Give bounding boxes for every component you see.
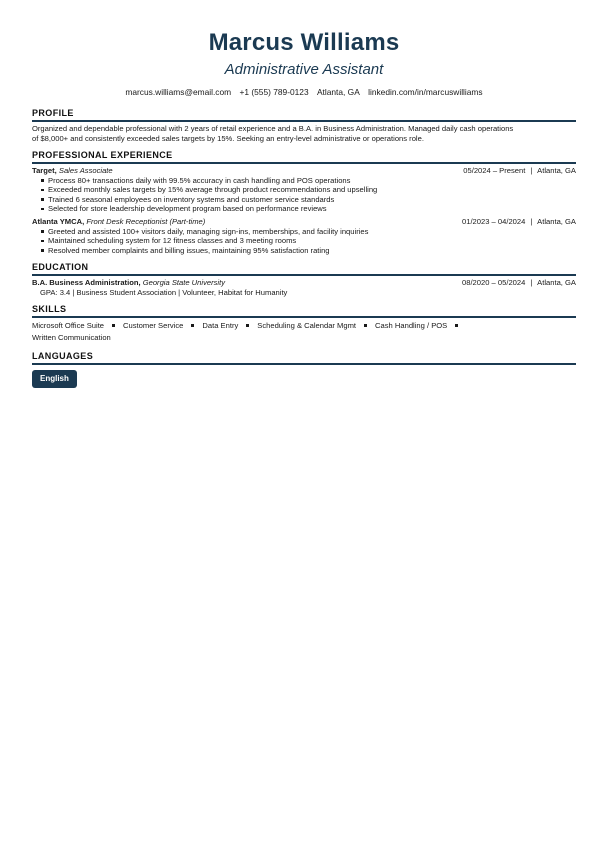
education-meta	[462, 278, 576, 288]
education-school: Georgia State University	[142, 278, 226, 287]
education-degree: B.A. Business Administration,	[32, 278, 141, 287]
job-dates: 05/2024 – Present	[463, 166, 526, 175]
job-location: Atlanta, GA	[537, 166, 576, 175]
skill-item: Cash Handling / POS	[375, 321, 448, 330]
education-title-line	[32, 278, 225, 288]
section-heading-education: EDUCATION	[32, 262, 576, 276]
bullet-item: Maintained scheduling system for 12 fitness classes and 3 meeting rooms	[40, 236, 368, 246]
job-role: Front Desk Receptionist (Part-time)	[86, 217, 206, 226]
profile-summary	[32, 124, 580, 143]
section-heading-skills: SKILLS	[32, 304, 576, 318]
profile-line: of $8,000+ and consistently exceeded sales targets by 15%. Seeking an entry-level administrative or operations role.	[32, 133, 424, 143]
bullet-separator-icon	[191, 324, 194, 327]
bullet-item: Greeted and assisted 100+ visitors daily, managing sign-ins, memberships, and facility inquiries	[40, 227, 368, 237]
bullet-separator-icon	[364, 324, 367, 327]
language-badge: English	[32, 370, 77, 388]
section-heading-experience: PROFESSIONAL EXPERIENCE	[32, 150, 576, 164]
job-bullets	[40, 176, 377, 214]
skill-item: Scheduling & Calendar Mgmt	[257, 321, 357, 330]
contact-linkedin[interactable]: linkedin.com/in/marcuswilliams	[368, 87, 483, 97]
education-dates: 08/2020 – 05/2024	[462, 278, 526, 287]
contact-email[interactable]: marcus.williams@email.com	[125, 87, 232, 97]
skill-item: Data Entry	[202, 321, 239, 330]
candidate-title: Administrative Assistant	[224, 61, 384, 78]
skill-item: Microsoft Office Suite	[32, 321, 105, 330]
bullet-item: Resolved member complaints and billing issues, maintaining 95% satisfaction rating	[40, 246, 368, 256]
job-meta	[462, 217, 576, 227]
separator: |	[530, 217, 533, 226]
bullet-item: Trained 6 seasonal employees on inventory systems and customer service standards	[40, 195, 377, 205]
bullet-separator-icon	[112, 324, 115, 327]
section-heading-languages: LANGUAGES	[32, 351, 576, 365]
separator: |	[530, 166, 533, 175]
job-role: Sales Associate	[58, 166, 113, 175]
candidate-name: Marcus Williams	[208, 29, 400, 56]
separator: |	[530, 278, 533, 287]
education-location: Atlanta, GA	[537, 278, 576, 287]
bullet-separator-icon	[455, 324, 458, 327]
job-company: Atlanta YMCA,	[32, 217, 85, 226]
contact-line	[0, 86, 608, 98]
skill-item: Customer Service	[123, 321, 184, 330]
bullet-item: Selected for store leadership development program based on performance reviews	[40, 204, 377, 214]
education-details: GPA: 3.4 | Business Student Association | Volunteer, Habitat for Humanity	[40, 287, 288, 297]
profile-line: Organized and dependable professional with 2 years of retail experience and a B.A. in Business Administration. Managed daily cash operations	[32, 124, 514, 133]
job-location: Atlanta, GA	[537, 217, 576, 226]
job-company: Target,	[32, 166, 57, 175]
skill-item: Written Communication	[32, 332, 111, 342]
skills-list	[32, 320, 502, 343]
bullet-item: Exceeded monthly sales targets by 15% average through product recommendations and upselling	[40, 185, 377, 195]
job-title-line	[32, 166, 113, 176]
bullet-item: Process 80+ transactions daily with 99.5% accuracy in cash handling and POS operations	[40, 176, 377, 186]
job-dates: 01/2023 – 04/2024	[462, 217, 526, 226]
contact-location: Atlanta, GA	[316, 87, 360, 97]
bullet-separator-icon	[246, 324, 249, 327]
job-meta	[463, 166, 576, 176]
job-bullets	[40, 227, 368, 256]
job-title-line	[32, 217, 205, 227]
section-heading-profile: PROFILE	[32, 108, 576, 122]
contact-phone[interactable]: +1 (555) 789-0123	[239, 87, 309, 97]
